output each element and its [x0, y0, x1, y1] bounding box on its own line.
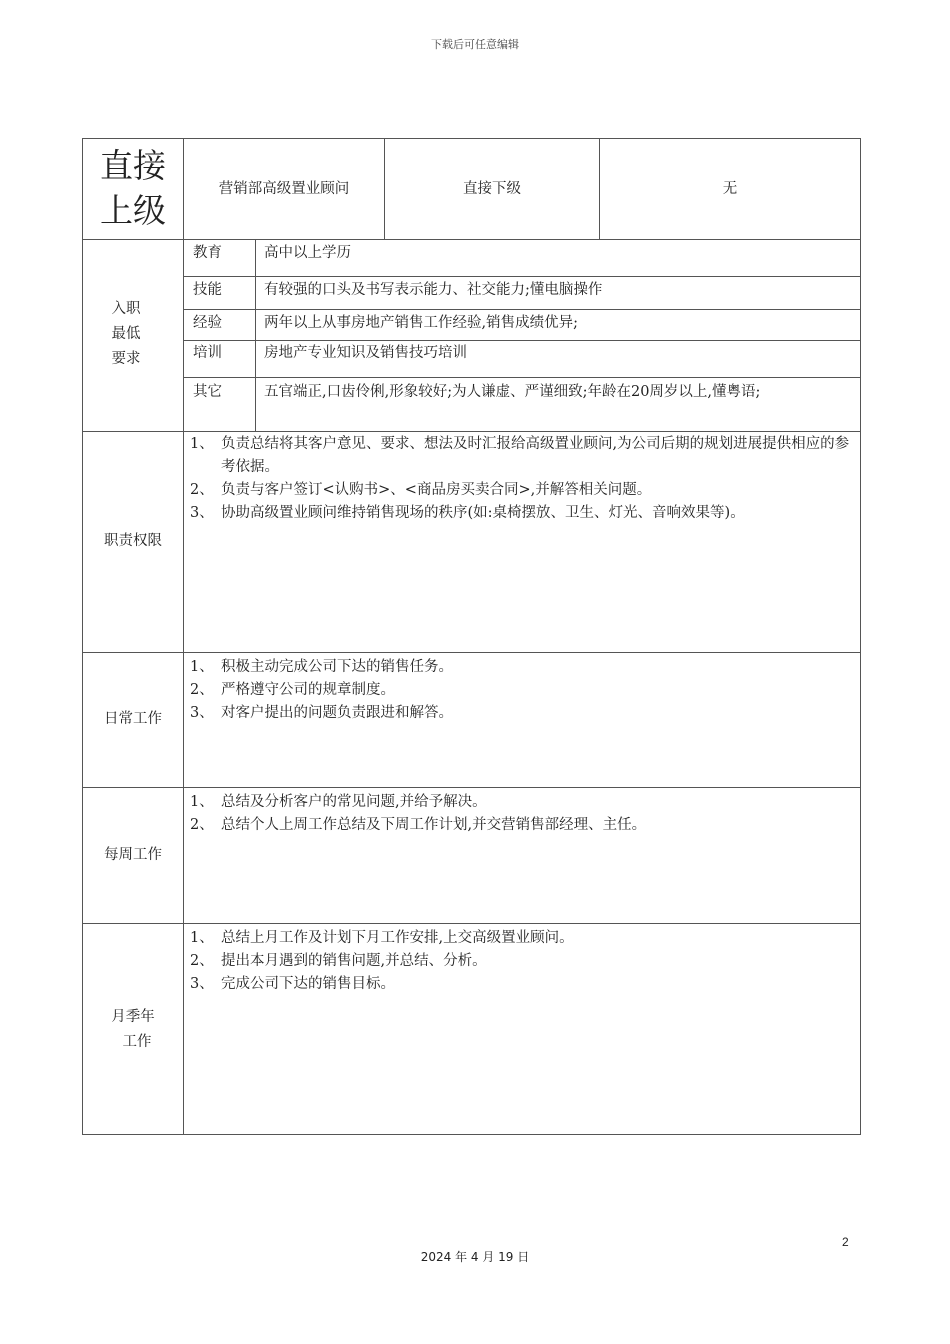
item-number: 1、: [190, 659, 214, 675]
page-number: 2: [842, 1235, 849, 1249]
item-text: 负责总结将其客户意见、要求、想法及时汇报给高级置业顾问,为公司后期的规划进展提供相应的参考依据。: [221, 436, 850, 475]
requirements-label-line1: 入职: [111, 301, 141, 317]
item-number: 1、: [190, 930, 214, 946]
superior-value: 营销部高级置业顾问: [218, 181, 350, 197]
req-skill-label: 技能: [193, 282, 222, 298]
item-number: 3、: [190, 505, 214, 521]
list-item: [190, 656, 858, 679]
item-text: 提出本月遇到的销售问题,并总结、分析。: [221, 953, 487, 969]
monthly-label-line2: 工作: [122, 1034, 152, 1050]
responsibilities-list: [190, 433, 858, 525]
header-note: 下载后可任意编辑: [431, 38, 519, 51]
daily-label: 日常工作: [104, 711, 162, 727]
req-education-label: 教育: [193, 245, 222, 261]
responsibilities-label: 职责权限: [104, 533, 162, 549]
item-text: 完成公司下达的销售目标。: [221, 976, 395, 992]
requirements-label-line3: 要求: [111, 351, 141, 367]
item-number: 2、: [190, 817, 214, 833]
req-experience-value: 两年以上从事房地产销售工作经验,销售成绩优异;: [264, 315, 578, 331]
item-number: 3、: [190, 705, 214, 721]
item-text: 对客户提出的问题负责跟进和解答。: [221, 705, 453, 721]
list-item: [190, 502, 858, 525]
item-text: 严格遵守公司的规章制度。: [221, 682, 395, 698]
req-education-value: 高中以上学历: [264, 245, 351, 261]
list-item: [190, 433, 858, 479]
list-item: [190, 927, 858, 950]
daily-list: [190, 656, 858, 725]
item-number: 1、: [190, 436, 214, 452]
item-text: 负责与客户签订<认购书>、<商品房买卖合同>,并解答相关问题。: [221, 482, 652, 498]
req-experience-label: 经验: [193, 315, 222, 331]
superior-label-line1: 直接: [100, 146, 166, 185]
item-text: 总结个人上周工作总结及下周工作计划,并交营销售部经理、主任。: [221, 817, 647, 833]
req-training-label: 培训: [193, 345, 222, 361]
monthly-label-line1: 月季年: [111, 1009, 155, 1025]
weekly-label: 每周工作: [104, 847, 162, 863]
item-number: 2、: [190, 482, 214, 498]
req-other-label: 其它: [193, 384, 222, 400]
item-number: 3、: [190, 976, 214, 992]
item-text: 总结及分析客户的常见问题,并给予解决。: [221, 794, 487, 810]
item-number: 2、: [190, 682, 214, 698]
list-item: [190, 950, 858, 973]
footer-date: 2024 年 4 月 19 日: [420, 1250, 530, 1264]
subordinate-value: 无: [722, 181, 738, 197]
subordinate-label: 直接下级: [463, 181, 521, 197]
item-number: 1、: [190, 794, 214, 810]
item-text: 协助高级置业顾问维持销售现场的秩序(如:桌椅摆放、卫生、灯光、音响效果等)。: [221, 505, 745, 521]
item-text: 总结上月工作及计划下月工作安排,上交高级置业顾问。: [221, 930, 574, 946]
req-training-value: 房地产专业知识及销售技巧培训: [264, 345, 467, 361]
list-item: [190, 679, 858, 702]
monthly-label-cell: [82, 923, 184, 1135]
list-item: [190, 814, 858, 837]
req-skill-value: 有较强的口头及书写表示能力、社交能力;懂电脑操作: [264, 282, 603, 298]
item-number: 2、: [190, 953, 214, 969]
weekly-list: [190, 791, 858, 837]
superior-label-line2: 上级: [100, 191, 166, 230]
list-item: [190, 973, 858, 996]
list-item: [190, 702, 858, 725]
monthly-list: [190, 927, 858, 996]
list-item: [190, 791, 858, 814]
item-text: 积极主动完成公司下达的销售任务。: [221, 659, 453, 675]
req-other-value: 五官端正,口齿伶俐,形象较好;为人谦虚、严谨细致;年龄在20周岁以上,懂粤语;: [264, 384, 761, 400]
list-item: [190, 479, 858, 502]
requirements-label-line2: 最低: [111, 326, 141, 342]
